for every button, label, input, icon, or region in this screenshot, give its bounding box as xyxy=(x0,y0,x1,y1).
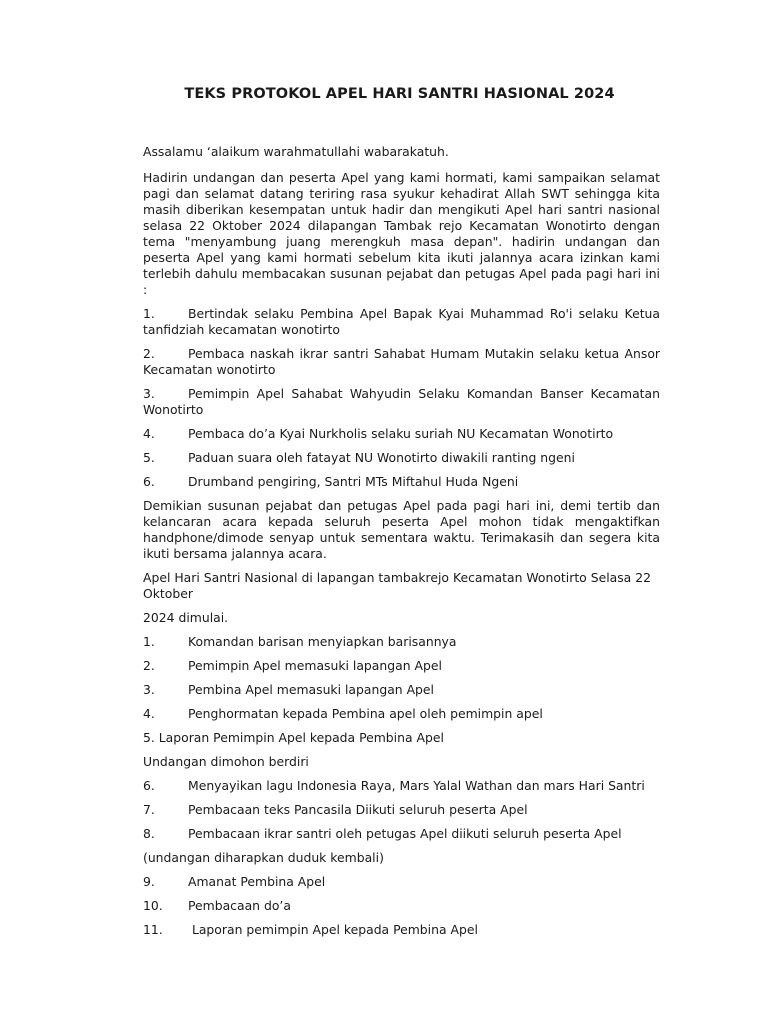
item-text: Pemimpin Apel memasuki lapangan Apel xyxy=(188,658,442,673)
list-item xyxy=(143,426,660,442)
list-item xyxy=(143,778,660,794)
item-number: 1. xyxy=(143,634,155,649)
list-item xyxy=(143,922,660,938)
item-number: 9. xyxy=(143,874,155,889)
list-item xyxy=(143,634,660,650)
closing-paragraph: Demikian susunan pejabat dan petugas Apel pada pagi hari ini, demi tertib dan kelancaran acara kepada seluruh peserta Apel mohon tidak mengaktifkan handphone/dimode senyap untuk sementara waktu. Terimakasih dan segera kita ikuti bersama jalannya acara. xyxy=(143,498,660,561)
list-item xyxy=(143,306,660,338)
item-number: 1. xyxy=(143,306,155,321)
opening-line-continued: 2024 dimulai. xyxy=(143,610,229,625)
item-text: Laporan pemimpin Apel kepada Pembina Apel xyxy=(188,922,478,937)
item-number: 6. xyxy=(143,778,155,793)
sit-note: (undangan diharapkan duduk kembali) xyxy=(143,850,384,865)
officials-list xyxy=(143,306,660,490)
greeting: Assalamu ‘alaikum warahmatullahi wabarakatuh. xyxy=(143,144,449,159)
list-item xyxy=(143,474,660,490)
item-number: 5. xyxy=(143,450,155,465)
item-number: 3. xyxy=(143,386,155,401)
list-item xyxy=(143,826,660,842)
agenda-item-5: 5. Laporan Pemimpin Apel kepada Pembina Apel xyxy=(143,730,444,745)
stand-note: Undangan dimohon berdiri xyxy=(143,754,309,769)
list-item xyxy=(143,898,660,914)
item-text: Pembaca do’a Kyai Nurkholis selaku suriah NU Kecamatan Wonotirto xyxy=(188,426,614,441)
list-item xyxy=(143,346,660,378)
list-item xyxy=(143,658,660,674)
item-number: 2. xyxy=(143,346,155,361)
opening-line: Apel Hari Santri Nasional di lapangan tambakrejo Kecamatan Wonotirto Selasa 22 Oktober xyxy=(143,570,651,601)
item-text: Bertindak selaku Pembina Apel Bapak Kyai Muhammad Ro'i selaku Ketua tanfidziah kecamatan wonotirto xyxy=(143,306,660,337)
item-text: Pembacaan teks Pancasila Diikuti seluruh peserta Apel xyxy=(188,802,528,817)
item-text: Amanat Pembina Apel xyxy=(188,874,326,889)
item-number: 10. xyxy=(143,898,163,913)
item-number: 7. xyxy=(143,802,155,817)
item-text: Menyayikan lagu Indonesia Raya, Mars Yalal Wathan dan mars Hari Santri xyxy=(188,778,645,793)
item-text: Paduan suara oleh fatayat NU Wonotirto diwakili ranting ngeni xyxy=(188,450,575,465)
item-number: 6. xyxy=(143,474,155,489)
list-item xyxy=(143,682,660,698)
list-item xyxy=(143,386,660,418)
item-text: Komandan barisan menyiapkan barisannya xyxy=(188,634,457,649)
item-text: Pembacaan do’a xyxy=(188,898,291,913)
item-number: 4. xyxy=(143,426,155,441)
list-item xyxy=(143,706,660,722)
item-text: Pembina Apel memasuki lapangan Apel xyxy=(188,682,434,697)
item-text: Drumband pengiring, Santri MTs Miftahul Huda Ngeni xyxy=(188,474,519,489)
intro-paragraph: Hadirin undangan dan peserta Apel yang kami hormati, kami sampaikan selamat pagi dan selamat datang teriring rasa syukur kehadirat Allah SWT sehingga kita masih diberikan kesempatan untuk hadir dan mengikuti Apel hari santri nasional selasa 22 Oktober 2024 dilapangan Tambak rejo Kecamatan Wonotirto dengan tema "menyambung juang merengkuh masa depan". hadirin undangan dan peserta Apel yang kami hormati sebelum kita ikuti jalannya acara izinkan kami terlebih dahulu membacakan susunan pejabat dan petugas Apel pada pagi hari ini : xyxy=(143,170,660,297)
list-item xyxy=(143,450,660,466)
item-number: 2. xyxy=(143,658,155,673)
item-number: 3. xyxy=(143,682,155,697)
item-number: 8. xyxy=(143,826,155,841)
list-item xyxy=(143,802,660,818)
item-text: Penghormatan kepada Pembina apel oleh pemimpin apel xyxy=(188,706,543,721)
item-text: Pemimpin Apel Sahabat Wahyudin Selaku Komandan Banser Kecamatan Wonotirto xyxy=(143,386,660,417)
list-item xyxy=(143,874,660,890)
item-number: 11. xyxy=(143,922,163,937)
item-number: 4. xyxy=(143,706,155,721)
agenda-list xyxy=(143,634,660,938)
item-text: Pembaca naskah ikrar santri Sahabat Humam Mutakin selaku ketua Ansor Kecamatan wonotirto xyxy=(143,346,660,377)
item-text: Pembacaan ikrar santri oleh petugas Apel diikuti seluruh peserta Apel xyxy=(188,826,622,841)
document-title: TEKS PROTOKOL APEL HARI SANTRI HASIONAL 2024 xyxy=(184,86,615,102)
